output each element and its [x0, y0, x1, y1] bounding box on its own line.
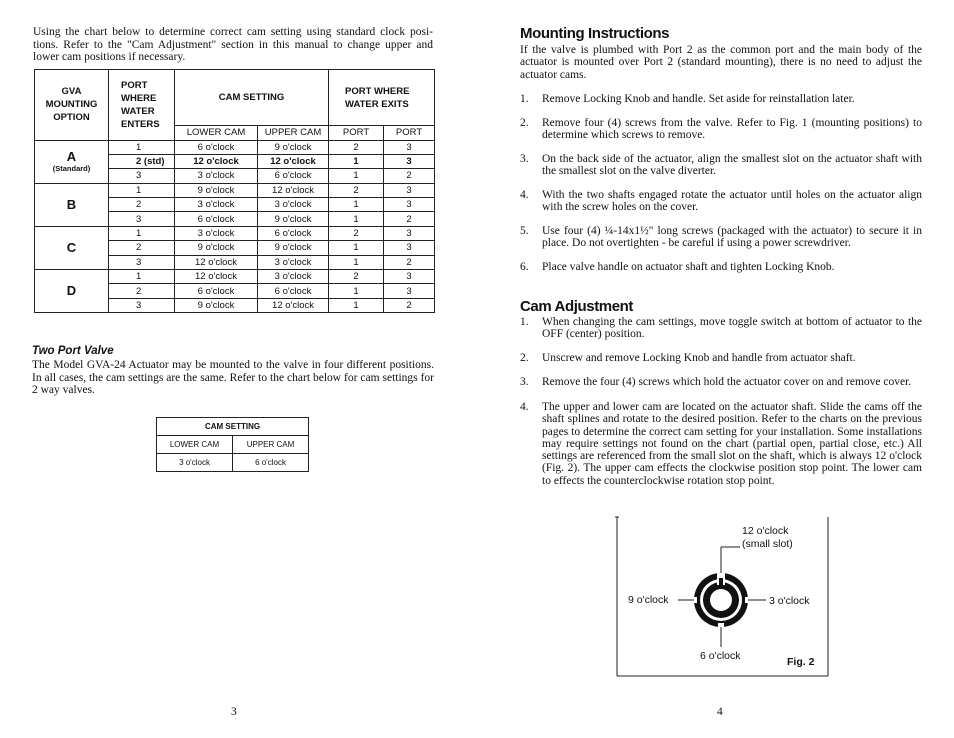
mounting-option-c: C: [35, 226, 109, 269]
step-number: 1.: [520, 316, 529, 328]
table-cell: 2: [329, 270, 384, 284]
mounting-intro: If the valve is plumbed with Port 2 as the common port and the main body of the actuator is mounted over Port 2 (standard mounting), there is no need to adjust the actuator cams.: [520, 44, 922, 81]
table-cell: 1: [109, 183, 175, 197]
table-cell: 2: [109, 284, 175, 298]
table-cell: 9 o'clock: [258, 241, 329, 255]
step-number: 3.: [520, 153, 529, 165]
step-text: Place valve handle on actuator shaft and tighten Locking Knob.: [542, 261, 835, 273]
subheader-0: LOWER CAM: [175, 126, 258, 141]
table-cell: 9 o'clock: [258, 140, 329, 154]
step-text: The upper and lower cam are located on the actuator shaft. Slide the cams off the shaft splines and rotate to the desired position. Refer to the charts on the previous pages to determine the correct cam setting for your installation. Some installations may require settings not found on the chart (partial open, partial close, etc.) All settings are referenced from the small slot on the shaft, which is always 12 o'clock (Fig. 2). The upper cam effects the clockwise position stop point. The lower cam to effects the counterclockwise rotation stop point.: [542, 401, 922, 487]
intro-paragraph: Using the chart below to determine correct cam setting using standard clock posi-tions. Refer to the "Cam Adjustment" section in this manual to change upper and lower cam positions if necessary.: [33, 26, 433, 63]
label-12-oclock: 12 o'clock: [742, 525, 789, 537]
two-port-lower-cam-header: LOWER CAM: [157, 436, 233, 454]
table-cell: 3 o'clock: [175, 169, 258, 183]
label-9-oclock: 9 o'clock: [628, 594, 669, 606]
step-text: Remove Locking Knob and handle. Set aside for reinstallation later.: [542, 93, 855, 105]
table-cell: 9 o'clock: [175, 183, 258, 197]
mounting-option-b: B: [35, 183, 109, 226]
table-cell: 3: [384, 198, 435, 212]
table-cell: 9 o'clock: [175, 298, 258, 312]
table-cell: 1: [329, 169, 384, 183]
subheader-1: UPPER CAM: [258, 126, 329, 141]
table-cell: 9 o'clock: [258, 212, 329, 226]
label-3-oclock: 3 o'clock: [769, 595, 810, 607]
table-cell: 3 o'clock: [175, 198, 258, 212]
table-cell: 6 o'clock: [175, 212, 258, 226]
table-cell: 3: [384, 154, 435, 168]
table-cell: 6 o'clock: [258, 226, 329, 240]
table-cell: 2: [109, 241, 175, 255]
two-port-upper-cam-value: 6 o'clock: [255, 458, 286, 467]
table-cell: 12 o'clock: [258, 298, 329, 312]
mounting-option-d: D: [35, 270, 109, 313]
table-cell: 3 o'clock: [258, 255, 329, 269]
table-cell: 2: [384, 298, 435, 312]
step-number: 3.: [520, 376, 529, 388]
table-cell: 12 o'clock: [175, 255, 258, 269]
table-cell: 3: [384, 241, 435, 255]
step-number: 4.: [520, 189, 529, 201]
table-cell: 2: [329, 226, 384, 240]
table-cell: 6 o'clock: [258, 284, 329, 298]
step-number: 2.: [520, 117, 529, 129]
header-mounting-option: GVA MOUNTING OPTION: [35, 70, 109, 141]
page-number-right: 4: [717, 706, 723, 718]
subheader-3: PORT: [384, 126, 435, 141]
step-text: Use four (4) ¼-14x1½" long screws (packaged with the actuator) to secure it in place. Do not overtighten - be careful if using a power screwdriver.: [542, 225, 922, 250]
table-cell: 1: [329, 154, 384, 168]
step-text: When changing the cam settings, move toggle switch at bottom of actuator to the OFF (center) position.: [542, 316, 922, 341]
table-cell: 6 o'clock: [175, 140, 258, 154]
table-cell: 12 o'clock: [175, 154, 258, 168]
table-cell: 9 o'clock: [175, 241, 258, 255]
table-cell: 3: [384, 284, 435, 298]
table-cell: 2: [384, 212, 435, 226]
step-number: 2.: [520, 352, 529, 364]
table-cell: 1: [329, 241, 384, 255]
table-cell: 12 o'clock: [258, 183, 329, 197]
step-text: On the back side of the actuator, align the smallest slot on the actuator shaft with the smallest slot on the valve diverter.: [542, 153, 922, 178]
table-cell: 12 o'clock: [258, 154, 329, 168]
step-text: Remove the four (4) screws which hold the actuator cover on and remove cover.: [542, 376, 912, 388]
table-cell: 3 o'clock: [258, 270, 329, 284]
table-cell: 2 (std): [109, 154, 175, 168]
two-port-lower-cam-value: 3 o'clock: [157, 454, 233, 472]
table-cell: 2: [109, 198, 175, 212]
step-text: Remove four (4) screws from the valve. Refer to Fig. 1 (mounting positions) to determine which screws to remove.: [542, 117, 922, 142]
table-cell: 1: [109, 226, 175, 240]
table-cell: 3: [384, 140, 435, 154]
table-cell: 1: [329, 284, 384, 298]
step-text: With the two shafts engaged rotate the actuator until holes on the actuator align with the screw holes on the cover.: [542, 189, 922, 214]
step-number: 6.: [520, 261, 529, 273]
table-cell: 1: [329, 298, 384, 312]
table-cell: 1: [329, 255, 384, 269]
header-cam-setting: CAM SETTING: [175, 70, 329, 126]
step-text: Unscrew and remove Locking Knob and handle from actuator shaft.: [542, 352, 856, 364]
table-cell: 3: [109, 298, 175, 312]
two-port-valve-title: Two Port Valve: [32, 345, 114, 357]
two-port-valve-text: The Model GVA-24 Actuator may be mounted to the valve in four different positions. In all cases, the cam settings are the same. Refer to the chart below for cam settings for 2 way valves.: [32, 359, 434, 396]
table-cell: 3 o'clock: [175, 226, 258, 240]
shaft-icon: [691, 573, 751, 629]
two-port-upper-cam-header: UPPER CAM: [233, 436, 309, 454]
table-cell: 1: [109, 270, 175, 284]
label-small-slot: (small slot): [742, 538, 793, 550]
cam-adjustment-title: Cam Adjustment: [520, 298, 634, 315]
table-cell: 6 o'clock: [175, 284, 258, 298]
label-6-oclock: 6 o'clock: [700, 650, 741, 662]
table-cell: 3: [384, 226, 435, 240]
step-number: 1.: [520, 93, 529, 105]
table-cell: 3: [384, 270, 435, 284]
table-cell: 12 o'clock: [175, 270, 258, 284]
table-cell: 2: [384, 255, 435, 269]
figure-caption: Fig. 2: [787, 656, 815, 668]
subheader-2: PORT: [329, 126, 384, 141]
two-port-cam-title: CAM SETTING: [157, 418, 309, 436]
step-number: 5.: [520, 225, 529, 237]
table-cell: 2: [384, 169, 435, 183]
table-cell: 3: [384, 183, 435, 197]
step-number: 4.: [520, 401, 529, 413]
table-cell: 2: [329, 140, 384, 154]
table-cell: 1: [109, 140, 175, 154]
table-cell: 3 o'clock: [258, 198, 329, 212]
header-port-enters: PORT WHERE WATER ENTERS: [109, 70, 175, 141]
table-cell: 3: [109, 169, 175, 183]
header-port-exits: PORT WHERE WATER EXITS: [329, 70, 435, 126]
table-cell: 3: [109, 255, 175, 269]
table-cell: 3: [109, 212, 175, 226]
page-number-left: 3: [231, 706, 237, 718]
mounting-instructions-title: Mounting Instructions: [520, 25, 670, 42]
table-cell: 1: [329, 212, 384, 226]
table-cell: 6 o'clock: [258, 169, 329, 183]
table-cell: 1: [329, 198, 384, 212]
mounting-option-a: A (Standard): [35, 140, 109, 183]
table-cell: 2: [329, 183, 384, 197]
